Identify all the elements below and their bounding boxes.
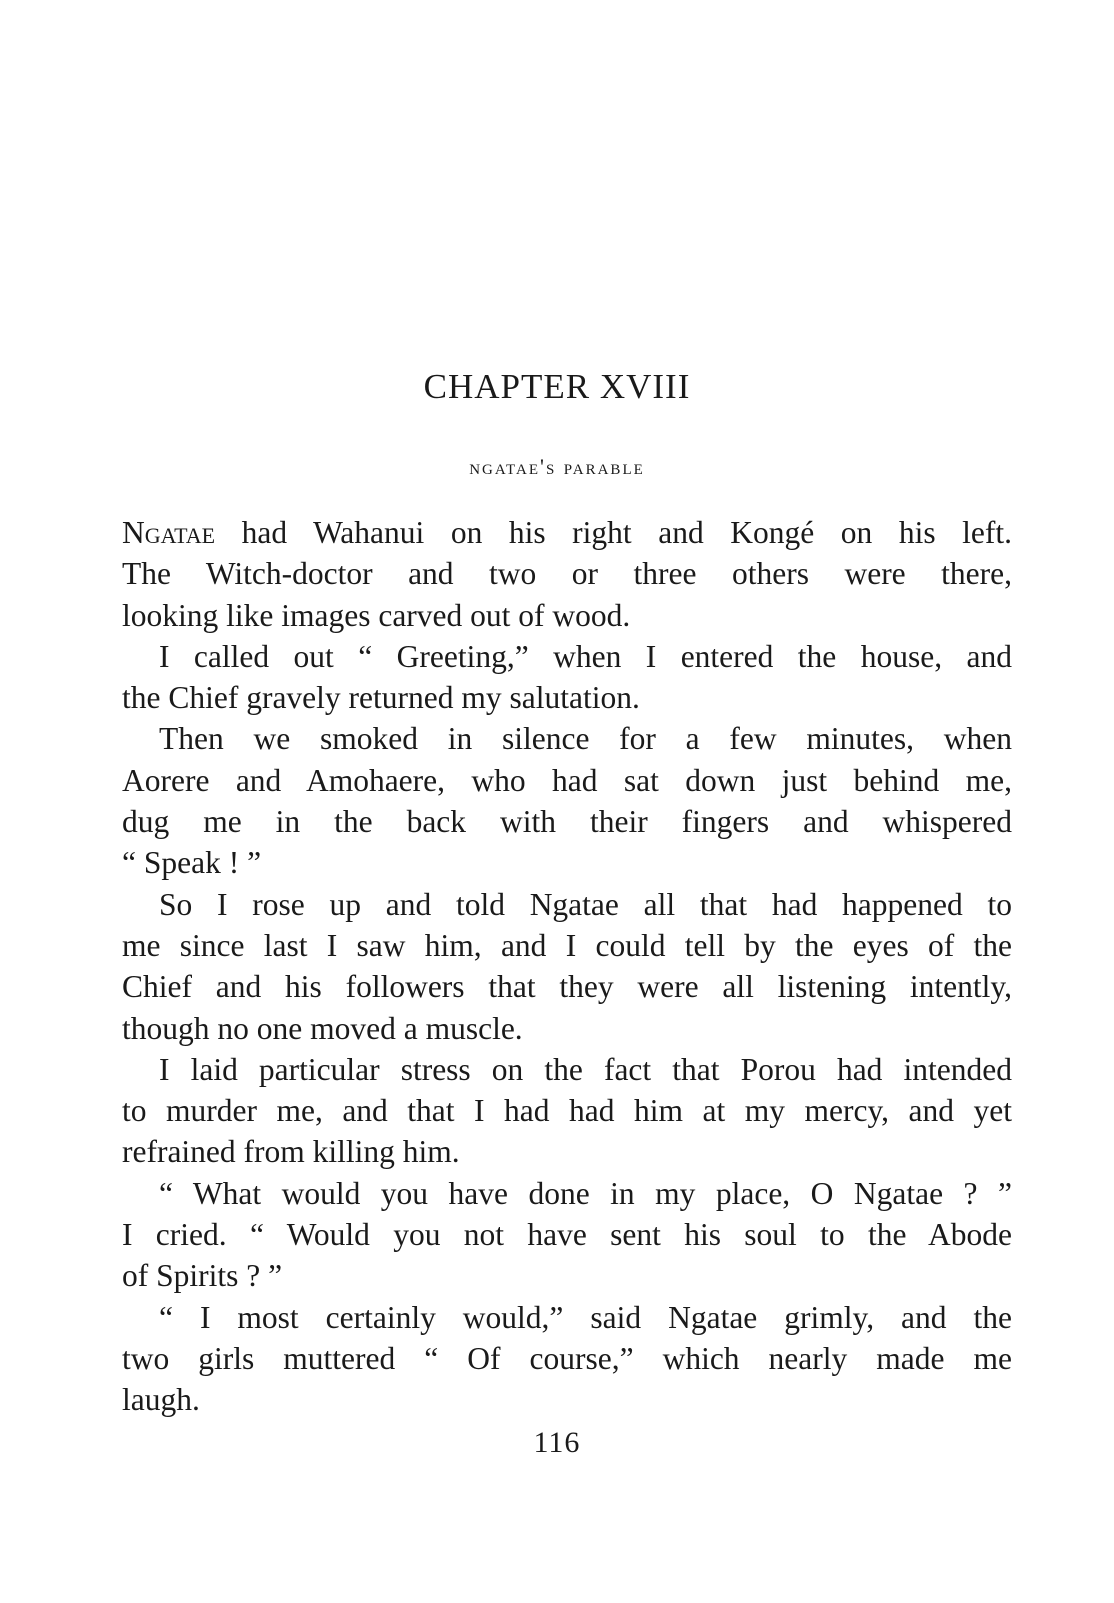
text-line: So I rose up and told Ngatae all that had happened to — [159, 886, 1012, 922]
text-line: looking like images carved out of wood. — [122, 597, 631, 633]
chapter-title: CHAPTER XVIII — [423, 367, 691, 406]
text-line — [122, 512, 1012, 553]
text-line: of Spirits ? ” — [122, 1258, 283, 1294]
text-line: Aorere and Amohaere, who had sat down just behind me, — [122, 762, 1012, 798]
text-line: I cried. “ Would you not have sent his soul to the Abode — [122, 1217, 1012, 1253]
text-line: me since last I saw him, and I could tell by the eyes of the — [122, 927, 1012, 963]
text-line: “ What would you have done in my place, O Ngatae ? ” — [159, 1175, 1012, 1211]
text-line: laugh. — [122, 1382, 200, 1418]
text-line: though no one moved a muscle. — [122, 1010, 523, 1046]
body-text — [122, 512, 1012, 1421]
text-line: I called out “ Greeting,” when I entered the house, and — [159, 638, 1012, 674]
text-line: Chief and his followers that they were all listening intently, — [122, 969, 1012, 1005]
line-text: had Wahanui on his right and Kongé on his left. — [215, 515, 1012, 550]
text-line: the Chief gravely returned my salutation. — [122, 680, 640, 716]
text-line: The Witch-doctor and two or three others were there, — [122, 556, 1012, 592]
text-line: dug me in the back with their fingers and whispered — [122, 804, 1012, 840]
text-line: Then we smoked in silence for a few minutes, when — [159, 721, 1012, 757]
text-line: two girls muttered “ Of course,” which nearly made me — [122, 1340, 1012, 1376]
text-line: “ Speak ! ” — [122, 845, 262, 881]
text-line: to murder me, and that I had had him at my mercy, and yet — [122, 1093, 1012, 1129]
lead-word: Ngatae — [122, 515, 216, 550]
text-line: “ I most certainly would,” said Ngatae grimly, and the — [159, 1299, 1012, 1335]
text-line: refrained from killing him. — [122, 1134, 460, 1170]
page-number: 116 — [533, 1426, 581, 1459]
chapter-subtitle: ngatae's parable — [469, 454, 645, 479]
text-line: I laid particular stress on the fact that Porou had intended — [159, 1051, 1012, 1087]
